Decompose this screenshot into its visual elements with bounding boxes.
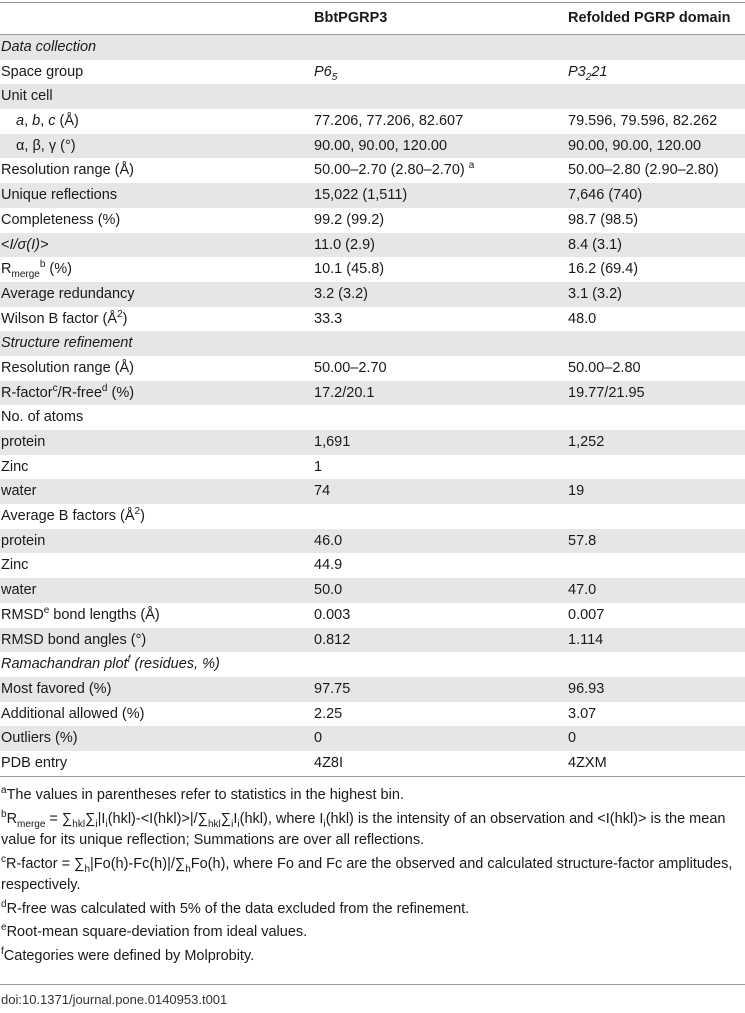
row-label: R-factor$^c$/R-free$^d$ (%): [1, 382, 135, 401]
cell-refolded: 3.1 (3.2): [568, 285, 622, 302]
row-label: Resolution range (Å): [1, 162, 134, 179]
table-row: [0, 35, 745, 60]
table-row: [0, 208, 745, 233]
cell-refolded: 1,252: [568, 434, 605, 450]
table-row: [0, 603, 745, 628]
cell-bbtpgrp3: 10.1 (45.8): [314, 261, 385, 278]
row-label: Completeness (%): [1, 211, 121, 228]
footnote-a: $^a$The values in parentheses refer to statistics in the highest bin.: [1, 785, 404, 803]
cell-bbtpgrp3: 15,022 (1,511): [314, 187, 408, 204]
table-row: [0, 578, 745, 603]
footnote-e: $^e$Root-mean square-deviation from ideal values.: [1, 922, 308, 940]
cell-refolded: 19: [568, 483, 585, 500]
table-row: [0, 134, 745, 159]
cell-bbtpgrp3: 4Z8I: [314, 754, 344, 771]
row-label: Outliers (%): [1, 730, 78, 747]
header-col2: BbtPGRP3: [314, 10, 388, 26]
cell-bbtpgrp3: 1,691: [314, 434, 351, 450]
row-label: water: [1, 483, 37, 500]
row-label: Resolution range (Å): [1, 359, 134, 376]
cell-refolded: 7,646 (740): [568, 187, 643, 204]
footnote-d: $^d$R-free was calculated with 5% of the data excluded from the refinement.: [1, 898, 470, 917]
cell-bbtpgrp3: 90.00, 90.00, 120.00: [314, 137, 448, 154]
table-row: [0, 553, 745, 578]
table-row: [0, 529, 745, 554]
cell-refolded: 48.0: [568, 310, 597, 327]
section-label: Structure refinement: [1, 335, 133, 352]
row-label: Space group: [1, 63, 84, 80]
cell-refolded: 8.4 (3.1): [568, 236, 622, 253]
table-row: [0, 405, 745, 430]
cell-bbtpgrp3: 3.2 (3.2): [314, 285, 368, 302]
cell-bbtpgrp3: 77.206, 77.206, 82.607: [314, 113, 464, 130]
cell-bbtpgrp3: 33.3: [314, 310, 343, 327]
cell-refolded: 47.0: [568, 582, 597, 599]
cell-bbtpgrp3: 17.2/20.1: [314, 384, 375, 401]
row-label: Wilson B factor $(Å^2)$: [1, 308, 128, 327]
footnote-c: $^c$R-factor = $\sum_h|Fo(h)-Fc(h)|/\sum_hFo(h)$, where Fo and Fc are the observed and calculated structure-factor amplitudes, respectively.: [1, 853, 733, 893]
cell-bbtpgrp3: 0.003: [314, 606, 351, 623]
cell-bbtpgrp3: 74: [314, 483, 331, 500]
cell-bbtpgrp3: 99.2 (99.2): [314, 211, 385, 228]
table-row: [0, 751, 745, 776]
table-row: [0, 109, 745, 134]
row-label: Unique reflections: [1, 187, 118, 204]
row-label: Unit cell: [1, 88, 53, 105]
row-label: <I/σ(I)>: [1, 236, 49, 253]
cell-refolded: 79.596, 79.596, 82.262: [568, 113, 718, 130]
table-row: [0, 84, 745, 109]
cell-refolded: 16.2 (69.4): [568, 261, 639, 278]
row-label: Most favored (%): [1, 680, 112, 697]
table-row: [0, 233, 745, 258]
row-label: protein: [1, 532, 46, 549]
cell-refolded: 96.93: [568, 680, 605, 697]
row-label: Average B factors $(Å^2)$: [1, 506, 145, 525]
row-label: RMSD bond angles (°): [1, 631, 147, 648]
cell-bbtpgrp3: 0: [314, 730, 323, 747]
cell-refolded: 4ZXM: [568, 754, 607, 771]
table-row: [0, 455, 745, 480]
row-label: No. of atoms: [1, 409, 84, 426]
row-label: water: [1, 582, 37, 599]
table-row: [0, 652, 745, 677]
row-label: Zinc: [1, 557, 29, 574]
table-row: [0, 183, 745, 208]
footnote-f: $^f$Categories were defined by Molprobity.: [1, 945, 255, 964]
table-header-row: [0, 3, 745, 35]
cell-refolded: 98.7 (98.5): [568, 211, 639, 228]
cell-refolded: 1.114: [568, 631, 604, 648]
row-label: Additional allowed (%): [1, 705, 145, 722]
section-label: Ramachandran plot$^f$ (residues, %): [1, 654, 220, 673]
table-row: [0, 381, 745, 406]
row-label: Zinc: [1, 458, 29, 475]
cell-refolded: 90.00, 90.00, 120.00: [568, 137, 702, 154]
cell-bbtpgrp3: 50.0: [314, 582, 343, 599]
table-row: [0, 60, 745, 85]
doi-text[interactable]: doi:10.1371/journal.pone.0140953.t001: [1, 992, 228, 1007]
table-row: [0, 702, 745, 727]
cell-bbtpgrp3: 44.9: [314, 557, 343, 574]
cell-bbtpgrp3: 1: [314, 458, 323, 475]
cell-bbtpgrp3: 46.0: [314, 532, 343, 549]
header-col3: Refolded PGRP domain: [568, 10, 731, 26]
table-footnotes: [0, 785, 740, 969]
cell-bbtpgrp3: 0.812: [314, 631, 351, 648]
table-row: [0, 158, 745, 183]
table-row: [0, 356, 745, 381]
table-row: [0, 504, 745, 529]
cell-bbtpgrp3: $P6_5$: [314, 63, 338, 83]
cell-refolded: $P3_221$: [568, 63, 608, 83]
cell-refolded: 19.77/21.95: [568, 384, 645, 401]
table-row: [0, 628, 745, 653]
cell-refolded: 57.8: [568, 532, 597, 549]
table-row: [0, 307, 745, 332]
row-label: α, β, γ (°): [16, 137, 76, 154]
cell-refolded: 0.007: [568, 606, 605, 623]
cell-bbtpgrp3: 97.75: [314, 680, 351, 697]
table-row: [0, 331, 745, 356]
cell-refolded: 50.00–2.80 (2.90–2.80): [568, 162, 719, 179]
table-row: [0, 479, 745, 504]
row-label: protein: [1, 434, 46, 450]
cell-refolded: 3.07: [568, 705, 597, 722]
cell-bbtpgrp3: 50.00–2.70 (2.80–2.70) $^a$: [314, 160, 475, 179]
row-label: Average redundancy: [1, 285, 135, 302]
section-label: Data collection: [1, 39, 97, 55]
cell-bbtpgrp3: 2.25: [314, 705, 343, 722]
cell-bbtpgrp3: 11.0 (2.9): [314, 236, 375, 253]
table-row: [0, 257, 745, 282]
table-row: [0, 430, 745, 455]
doi-separator: [0, 984, 745, 985]
cell-refolded: 0: [568, 730, 577, 747]
cell-bbtpgrp3: 50.00–2.70: [314, 359, 387, 376]
row-label: PDB entry: [1, 754, 68, 771]
row-label: $R_{merge}^b$ (%): [1, 259, 72, 281]
footnote-b: $^bR_{merge} = \sum_{hkl}\sum_i|I_i(hkl)-<I(hkl)>|/\sum_{hkl}\sum_iI_i(hkl)$, where $I_i(hkl)$ is the intensity of an observation and <I(hkl)> is the mean value for its unique reflection; Summations are over all reflections.: [1, 808, 726, 848]
bottom-rule: [0, 776, 745, 777]
row-label: a, b, c (Å): [16, 113, 79, 130]
table-row: [0, 282, 745, 307]
table-row: [0, 677, 745, 702]
row-label: RMSD$^e$ bond lengths (Å): [1, 604, 160, 623]
cell-refolded: 50.00–2.80: [568, 359, 641, 376]
table-row: [0, 726, 745, 751]
